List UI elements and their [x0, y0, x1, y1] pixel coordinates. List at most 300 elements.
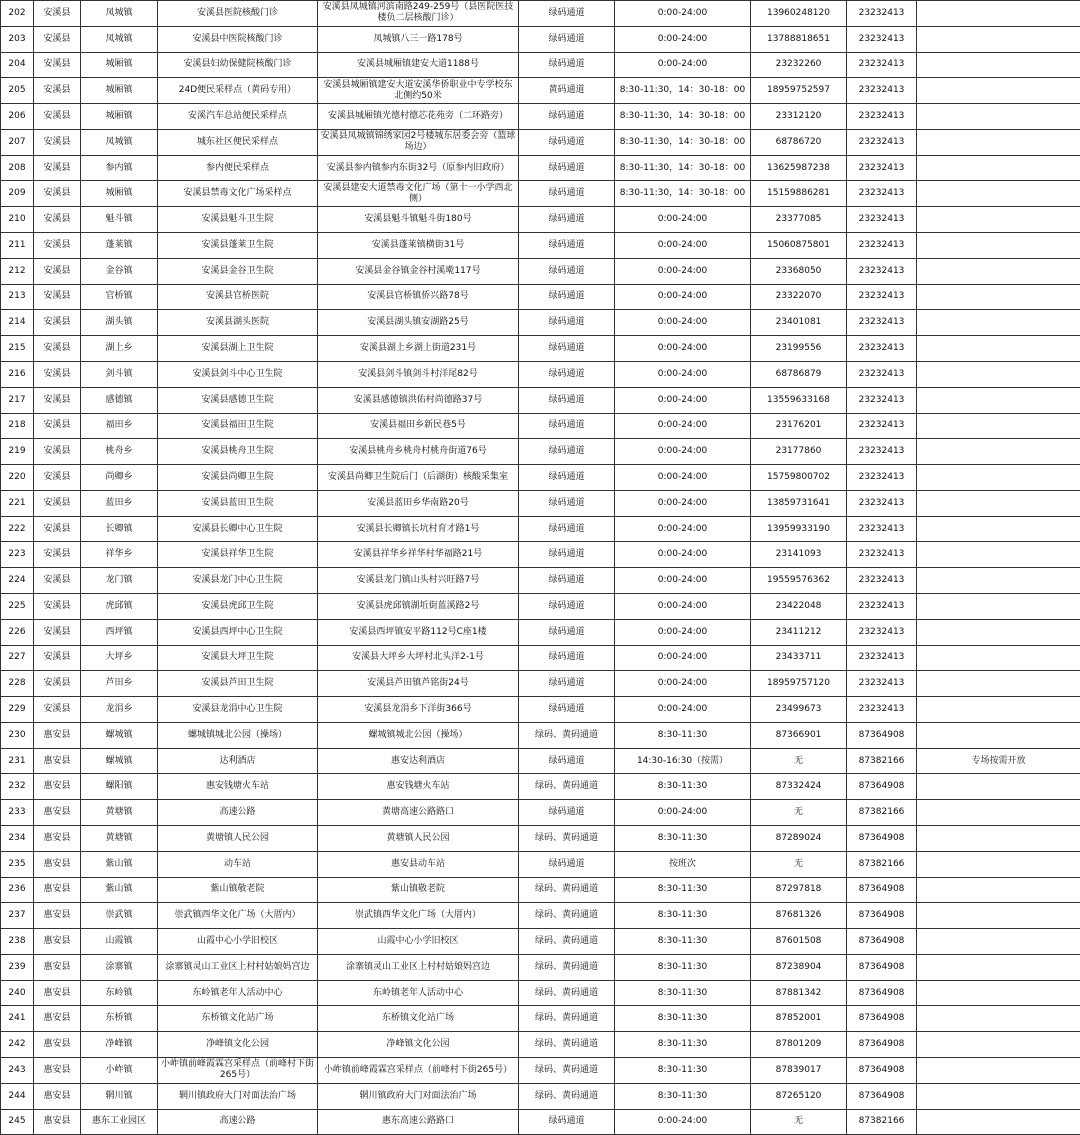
county-cell: 惠安县: [34, 980, 81, 1006]
town-cell: 尚卿乡: [81, 465, 158, 491]
contact-phone-cell: 13788818651: [751, 26, 847, 52]
table-row: [1, 233, 1080, 259]
site-address-cell: 惠安钱塘火车站: [318, 774, 519, 800]
channel-cell: 绿码通道: [519, 748, 615, 774]
contact-phone-cell: 13859731641: [751, 490, 847, 516]
site-address-cell: 安溪县虎邱镇湖坵街蓝溪路2号: [318, 593, 519, 619]
row-number-cell: 232: [1, 774, 34, 800]
remark-cell: [917, 722, 1080, 748]
remark-cell: [917, 826, 1080, 852]
contact-phone-cell: 87852001: [751, 1006, 847, 1032]
town-cell: 山霞镇: [81, 929, 158, 955]
hotline-cell: 23232413: [847, 258, 917, 284]
contact-phone-cell: 87801209: [751, 1032, 847, 1058]
table-row: [1, 361, 1080, 387]
table-row: [1, 181, 1080, 207]
table-row: [1, 336, 1080, 362]
service-hours-cell: 8:30-11:30，14：30-18：00: [615, 104, 751, 130]
row-number-cell: 226: [1, 619, 34, 645]
site-name-cell: 安溪汽车总站便民采样点: [158, 104, 318, 130]
table-row: [1, 903, 1080, 929]
service-hours-cell: 0:00-24:00: [615, 516, 751, 542]
service-hours-cell: 0:00-24:00: [615, 593, 751, 619]
remark-cell: [917, 1058, 1080, 1084]
channel-cell: 绿码通道: [519, 26, 615, 52]
remark-cell: [917, 593, 1080, 619]
contact-phone-cell: 23322070: [751, 284, 847, 310]
row-number-cell: 209: [1, 181, 34, 207]
channel-cell: 绿码、黄码通道: [519, 774, 615, 800]
town-cell: 涂寨镇: [81, 954, 158, 980]
table-row: [1, 645, 1080, 671]
county-cell: 惠安县: [34, 748, 81, 774]
remark-cell: 专场按需开放: [917, 748, 1080, 774]
town-cell: 紫山镇: [81, 877, 158, 903]
channel-cell: 绿码通道: [519, 851, 615, 877]
site-address-cell: 辋川镇政府大门对面法治广场: [318, 1083, 519, 1109]
site-name-cell: 黄塘镇人民公园: [158, 826, 318, 852]
hotline-cell: 23232413: [847, 516, 917, 542]
table-row: [1, 104, 1080, 130]
channel-cell: 绿码通道: [519, 361, 615, 387]
hotline-cell: 23232413: [847, 207, 917, 233]
site-address-cell: 安溪县凤城镇锦绣家园2号楼城东居委会旁（篮球场边）: [318, 129, 519, 155]
service-hours-cell: 0:00-24:00: [615, 800, 751, 826]
county-cell: 安溪县: [34, 104, 81, 130]
site-name-cell: 安溪县长卿中心卫生院: [158, 516, 318, 542]
remark-cell: [917, 542, 1080, 568]
service-hours-cell: 0:00-24:00: [615, 542, 751, 568]
row-number-cell: 238: [1, 929, 34, 955]
site-name-cell: 城东社区便民采样点: [158, 129, 318, 155]
service-hours-cell: 0:00-24:00: [615, 284, 751, 310]
hotline-cell: 87364908: [847, 954, 917, 980]
table-row: [1, 284, 1080, 310]
contact-phone-cell: 87289024: [751, 826, 847, 852]
site-name-cell: 安溪县龙门中心卫生院: [158, 568, 318, 594]
site-address-cell: 安溪县剑斗镇剑斗村洋尾82号: [318, 361, 519, 387]
remark-cell: [917, 413, 1080, 439]
site-name-cell: 安溪县妇幼保健院核酸门诊: [158, 52, 318, 78]
channel-cell: 绿码通道: [519, 284, 615, 310]
contact-phone-cell: 23433711: [751, 645, 847, 671]
table-row: [1, 697, 1080, 723]
channel-cell: 绿码通道: [519, 233, 615, 259]
town-cell: 龙门镇: [81, 568, 158, 594]
row-number-cell: 229: [1, 697, 34, 723]
county-cell: 惠安县: [34, 1083, 81, 1109]
remark-cell: [917, 439, 1080, 465]
channel-cell: 绿码、黄码通道: [519, 826, 615, 852]
county-cell: 安溪县: [34, 284, 81, 310]
hotline-cell: 23232413: [847, 336, 917, 362]
county-cell: 安溪县: [34, 465, 81, 491]
site-address-cell: 安溪县龙门镇山头村兴旺路7号: [318, 568, 519, 594]
county-cell: 安溪县: [34, 181, 81, 207]
town-cell: 城厢镇: [81, 104, 158, 130]
row-number-cell: 236: [1, 877, 34, 903]
site-name-cell: 安溪县医院核酸门诊: [158, 1, 318, 27]
town-cell: 感德镇: [81, 387, 158, 413]
county-cell: 惠安县: [34, 903, 81, 929]
channel-cell: 绿码通道: [519, 104, 615, 130]
hotline-cell: 23232413: [847, 104, 917, 130]
site-address-cell: 安溪县祥华乡祥华村华福路21号: [318, 542, 519, 568]
site-name-cell: 涂寨镇灵山工业区上村村姑娘妈宫边: [158, 954, 318, 980]
remark-cell: [917, 207, 1080, 233]
table-row: [1, 980, 1080, 1006]
town-cell: 崇武镇: [81, 903, 158, 929]
contact-phone-cell: 23368050: [751, 258, 847, 284]
channel-cell: 绿码通道: [519, 671, 615, 697]
table-row: [1, 929, 1080, 955]
contact-phone-cell: 18959752597: [751, 78, 847, 104]
site-name-cell: 紫山镇敬老院: [158, 877, 318, 903]
table-row: [1, 439, 1080, 465]
contact-phone-cell: 87238904: [751, 954, 847, 980]
site-name-cell: 安溪县芦田卫生院: [158, 671, 318, 697]
county-cell: 安溪县: [34, 1, 81, 27]
table-row: [1, 516, 1080, 542]
row-number-cell: 222: [1, 516, 34, 542]
service-hours-cell: 8:30-11:30: [615, 1058, 751, 1084]
hotline-cell: 87364908: [847, 929, 917, 955]
channel-cell: 绿码通道: [519, 439, 615, 465]
site-address-cell: 凤城镇八三一路178号: [318, 26, 519, 52]
service-hours-cell: 0:00-24:00: [615, 645, 751, 671]
town-cell: 黄塘镇: [81, 826, 158, 852]
channel-cell: 绿码、黄码通道: [519, 1032, 615, 1058]
remark-cell: [917, 800, 1080, 826]
town-cell: 参内镇: [81, 155, 158, 181]
service-hours-cell: 8:30-11:30，14：30-18：00: [615, 181, 751, 207]
remark-cell: [917, 980, 1080, 1006]
row-number-cell: 218: [1, 413, 34, 439]
town-cell: 湖上乡: [81, 336, 158, 362]
county-cell: 安溪县: [34, 619, 81, 645]
remark-cell: [917, 619, 1080, 645]
site-address-cell: 安溪县建安大道禁毒文化广场（第十一小学西北侧）: [318, 181, 519, 207]
site-address-cell: 安溪县官桥镇侨兴路78号: [318, 284, 519, 310]
town-cell: 大坪乡: [81, 645, 158, 671]
county-cell: 安溪县: [34, 490, 81, 516]
county-cell: 安溪县: [34, 645, 81, 671]
site-address-cell: 安溪县金谷镇金谷村溪墘117号: [318, 258, 519, 284]
contact-phone-cell: 15759800702: [751, 465, 847, 491]
row-number-cell: 243: [1, 1058, 34, 1084]
service-hours-cell: 0:00-24:00: [615, 387, 751, 413]
service-hours-cell: 0:00-24:00: [615, 52, 751, 78]
hotline-cell: 23232413: [847, 129, 917, 155]
service-hours-cell: 8:30-11:30: [615, 774, 751, 800]
row-number-cell: 214: [1, 310, 34, 336]
county-cell: 安溪县: [34, 78, 81, 104]
town-cell: 东岭镇: [81, 980, 158, 1006]
table-row: [1, 826, 1080, 852]
site-address-cell: 安溪县长卿镇长坑村育才路1号: [318, 516, 519, 542]
site-address-cell: 安溪县蓝田乡华南路20号: [318, 490, 519, 516]
remark-cell: [917, 104, 1080, 130]
remark-cell: [917, 284, 1080, 310]
county-cell: 安溪县: [34, 336, 81, 362]
service-hours-cell: 0:00-24:00: [615, 258, 751, 284]
site-address-cell: 安溪县感德镇洪佑村尚德路37号: [318, 387, 519, 413]
county-cell: 安溪县: [34, 516, 81, 542]
service-hours-cell: 0:00-24:00: [615, 26, 751, 52]
row-number-cell: 227: [1, 645, 34, 671]
county-cell: 安溪县: [34, 697, 81, 723]
site-address-cell: 安溪县城厢镇建安大道安溪华侨职业中专学校东北侧约50米: [318, 78, 519, 104]
site-name-cell: 小岞镇前峰霞霖宫采样点（前峰村下街265号）: [158, 1058, 318, 1084]
town-cell: 长卿镇: [81, 516, 158, 542]
service-hours-cell: 8:30-11:30，14：30-18：00: [615, 155, 751, 181]
county-cell: 安溪县: [34, 207, 81, 233]
table-row: [1, 619, 1080, 645]
row-number-cell: 239: [1, 954, 34, 980]
town-cell: 惠东工业园区: [81, 1109, 158, 1135]
town-cell: 桃舟乡: [81, 439, 158, 465]
row-number-cell: 234: [1, 826, 34, 852]
remark-cell: [917, 26, 1080, 52]
channel-cell: 绿码通道: [519, 800, 615, 826]
hotline-cell: 23232413: [847, 52, 917, 78]
table-row: [1, 1006, 1080, 1032]
hotline-cell: 87382166: [847, 851, 917, 877]
hotline-cell: 87364908: [847, 903, 917, 929]
town-cell: 蓬莱镇: [81, 233, 158, 259]
town-cell: 湖头镇: [81, 310, 158, 336]
town-cell: 福田乡: [81, 413, 158, 439]
site-address-cell: 安溪县福田乡新民巷5号: [318, 413, 519, 439]
remark-cell: [917, 129, 1080, 155]
hotline-cell: 23232413: [847, 619, 917, 645]
table-row: [1, 465, 1080, 491]
table-row: [1, 1, 1080, 27]
site-name-cell: 净峰镇文化公园: [158, 1032, 318, 1058]
contact-phone-cell: 23377085: [751, 207, 847, 233]
contact-phone-cell: 23232260: [751, 52, 847, 78]
site-name-cell: 安溪县大坪卫生院: [158, 645, 318, 671]
table-row: [1, 1083, 1080, 1109]
channel-cell: 绿码通道: [519, 697, 615, 723]
table-row: [1, 1109, 1080, 1135]
site-address-cell: 安溪县桃舟乡桃舟村桃舟街道76号: [318, 439, 519, 465]
site-name-cell: 惠安钱塘火车站: [158, 774, 318, 800]
channel-cell: 绿码、黄码通道: [519, 1083, 615, 1109]
contact-phone-cell: 13959933190: [751, 516, 847, 542]
remark-cell: [917, 516, 1080, 542]
channel-cell: 绿码、黄码通道: [519, 1058, 615, 1084]
contact-phone-cell: 68786879: [751, 361, 847, 387]
town-cell: 剑斗镇: [81, 361, 158, 387]
channel-cell: 绿码通道: [519, 336, 615, 362]
table-row: [1, 722, 1080, 748]
channel-cell: 绿码通道: [519, 645, 615, 671]
row-number-cell: 211: [1, 233, 34, 259]
contact-phone-cell: 无: [751, 748, 847, 774]
service-hours-cell: 8:30-11:30: [615, 722, 751, 748]
county-cell: 安溪县: [34, 387, 81, 413]
site-name-cell: 安溪县魁斗卫生院: [158, 207, 318, 233]
contact-phone-cell: 87332424: [751, 774, 847, 800]
table-row: [1, 542, 1080, 568]
table-row: [1, 490, 1080, 516]
contact-phone-cell: 87265120: [751, 1083, 847, 1109]
row-number-cell: 204: [1, 52, 34, 78]
contact-phone-cell: 无: [751, 800, 847, 826]
row-number-cell: 242: [1, 1032, 34, 1058]
site-name-cell: 崇武镇西华文化广场（大厝内）: [158, 903, 318, 929]
channel-cell: 绿码、黄码通道: [519, 954, 615, 980]
hotline-cell: 87364908: [847, 722, 917, 748]
contact-phone-cell: 19559576362: [751, 568, 847, 594]
town-cell: 城厢镇: [81, 52, 158, 78]
channel-cell: 绿码通道: [519, 155, 615, 181]
table-row: [1, 774, 1080, 800]
county-cell: 安溪县: [34, 542, 81, 568]
table-row: [1, 413, 1080, 439]
county-cell: 安溪县: [34, 233, 81, 259]
site-name-cell: 安溪县中医院核酸门诊: [158, 26, 318, 52]
row-number-cell: 237: [1, 903, 34, 929]
site-name-cell: 达利酒店: [158, 748, 318, 774]
town-cell: 螺城镇: [81, 722, 158, 748]
service-hours-cell: 0:00-24:00: [615, 361, 751, 387]
county-cell: 安溪县: [34, 26, 81, 52]
remark-cell: [917, 1, 1080, 27]
site-name-cell: 安溪县湖头医院: [158, 310, 318, 336]
row-number-cell: 220: [1, 465, 34, 491]
channel-cell: 绿码通道: [519, 490, 615, 516]
remark-cell: [917, 233, 1080, 259]
service-hours-cell: 0:00-24:00: [615, 671, 751, 697]
hotline-cell: 87364908: [847, 877, 917, 903]
hotline-cell: 87382166: [847, 800, 917, 826]
service-hours-cell: 0:00-24:00: [615, 1, 751, 27]
hotline-cell: 23232413: [847, 542, 917, 568]
row-number-cell: 230: [1, 722, 34, 748]
row-number-cell: 244: [1, 1083, 34, 1109]
hotline-cell: 23232413: [847, 645, 917, 671]
site-name-cell: 参内便民采样点: [158, 155, 318, 181]
channel-cell: 绿码通道: [519, 207, 615, 233]
channel-cell: 绿码通道: [519, 1, 615, 27]
service-hours-cell: 8:30-11:30: [615, 877, 751, 903]
site-address-cell: 安溪县龙涓乡下洋街366号: [318, 697, 519, 723]
site-name-cell: 安溪县西坪中心卫生院: [158, 619, 318, 645]
hotline-cell: 23232413: [847, 490, 917, 516]
county-cell: 惠安县: [34, 826, 81, 852]
hotline-cell: 87364908: [847, 774, 917, 800]
county-cell: 惠安县: [34, 1109, 81, 1135]
hotline-cell: 23232413: [847, 181, 917, 207]
site-address-cell: 安溪县尚卿卫生院后门（后湖街）核酸采集室: [318, 465, 519, 491]
service-hours-cell: 8:30-11:30: [615, 954, 751, 980]
county-cell: 惠安县: [34, 1032, 81, 1058]
county-cell: 安溪县: [34, 568, 81, 594]
row-number-cell: 235: [1, 851, 34, 877]
row-number-cell: 224: [1, 568, 34, 594]
contact-phone-cell: 13625987238: [751, 155, 847, 181]
town-cell: 虎邱镇: [81, 593, 158, 619]
table-row: [1, 671, 1080, 697]
county-cell: 安溪县: [34, 129, 81, 155]
site-name-cell: 安溪县蓝田卫生院: [158, 490, 318, 516]
site-name-cell: 动车站: [158, 851, 318, 877]
site-address-cell: 惠安县动车站: [318, 851, 519, 877]
row-number-cell: 241: [1, 1006, 34, 1032]
contact-phone-cell: 15060875801: [751, 233, 847, 259]
remark-cell: [917, 877, 1080, 903]
row-number-cell: 213: [1, 284, 34, 310]
table-body: [1, 1, 1080, 1135]
hotline-cell: 23232413: [847, 697, 917, 723]
site-name-cell: 24D便民采样点（黄码专用）: [158, 78, 318, 104]
town-cell: 凤城镇: [81, 1, 158, 27]
service-hours-cell: 0:00-24:00: [615, 336, 751, 362]
contact-phone-cell: 23176201: [751, 413, 847, 439]
hotline-cell: 23232413: [847, 593, 917, 619]
service-hours-cell: 0:00-24:00: [615, 1109, 751, 1135]
table-row: [1, 258, 1080, 284]
site-address-cell: 安溪县湖上乡湖上街道231号: [318, 336, 519, 362]
service-hours-cell: 8:30-11:30: [615, 980, 751, 1006]
channel-cell: 绿码通道: [519, 516, 615, 542]
site-name-cell: 高速公路: [158, 800, 318, 826]
channel-cell: 绿码通道: [519, 465, 615, 491]
hotline-cell: 23232413: [847, 310, 917, 336]
hotline-cell: 23232413: [847, 26, 917, 52]
table-row: [1, 568, 1080, 594]
remark-cell: [917, 181, 1080, 207]
site-address-cell: 黄塘镇人民公园: [318, 826, 519, 852]
town-cell: 小岞镇: [81, 1058, 158, 1084]
contact-phone-cell: 无: [751, 1109, 847, 1135]
town-cell: 城厢镇: [81, 181, 158, 207]
row-number-cell: 215: [1, 336, 34, 362]
county-cell: 惠安县: [34, 800, 81, 826]
contact-phone-cell: 87601508: [751, 929, 847, 955]
channel-cell: 绿码、黄码通道: [519, 1006, 615, 1032]
site-name-cell: 安溪县湖上卫生院: [158, 336, 318, 362]
hotline-cell: 87364908: [847, 1058, 917, 1084]
hotline-cell: 23232413: [847, 465, 917, 491]
town-cell: 螺阳镇: [81, 774, 158, 800]
service-hours-cell: 0:00-24:00: [615, 619, 751, 645]
table-row: [1, 310, 1080, 336]
site-address-cell: 黄塘高速公路路口: [318, 800, 519, 826]
channel-cell: 绿码通道: [519, 258, 615, 284]
site-address-cell: 安溪县凤城镇河滨南路249-259号（县医院医技楼负二层核酸门诊）: [318, 1, 519, 27]
county-cell: 安溪县: [34, 439, 81, 465]
service-hours-cell: 0:00-24:00: [615, 207, 751, 233]
channel-cell: 绿码、黄码通道: [519, 877, 615, 903]
site-address-cell: 惠安达利酒店: [318, 748, 519, 774]
site-address-cell: 安溪县参内镇参内东街32号（原参内旧政府）: [318, 155, 519, 181]
table-row: [1, 954, 1080, 980]
remark-cell: [917, 387, 1080, 413]
county-cell: 安溪县: [34, 593, 81, 619]
site-address-cell: 安溪县城厢镇光德村德芯花苑旁（二环路旁）: [318, 104, 519, 130]
service-hours-cell: 8:30-11:30，14：30-18：00: [615, 78, 751, 104]
channel-cell: 黄码通道: [519, 78, 615, 104]
hotline-cell: 23232413: [847, 155, 917, 181]
contact-phone-cell: 23177860: [751, 439, 847, 465]
contact-phone-cell: 23312120: [751, 104, 847, 130]
channel-cell: 绿码通道: [519, 1109, 615, 1135]
site-address-cell: 崇武镇西华文化广场（大厝内）: [318, 903, 519, 929]
site-address-cell: 安溪县大坪乡大坪村北头洋2-1号: [318, 645, 519, 671]
